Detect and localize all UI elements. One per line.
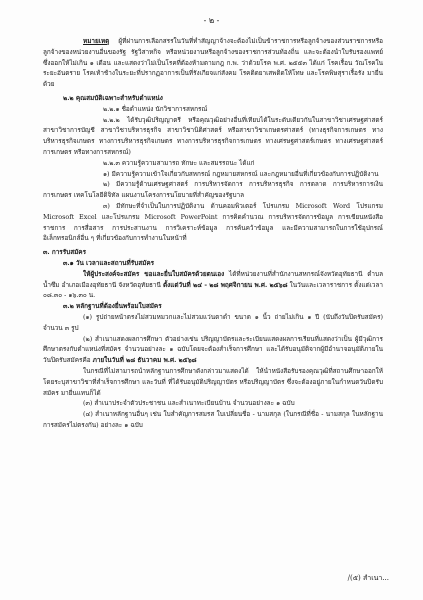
doc-item-2-note: ในกรณีที่ไม่สามารถนำหลักฐานการศึกษาดังกล่าวมาแสดงได้ ให้นำหนังสือรับรองคุณวุฒิที่สถานศึกษาออกให้ โดยระบุสาขาวิชาที่สำเร็จการศึกษา และวันที่ ที่ได้รับอนุมัติปริญญาบัตร หรือปริญญาบัตร ซึ่งจะต้องอยู่ภายในกำหนดวันปิดรับสมัคร มายื่นแทนก็ได้ [43, 366, 383, 397]
note-label: หมายเหตุ [83, 37, 110, 45]
section-3-1-heading: ๓.๑ วัน เวลาและสถานที่รับสมัคร [63, 258, 155, 267]
section-3-2-heading: ๓.๒ หลักฐานที่ต้องยื่นพร้อมใบสมัคร [63, 302, 162, 311]
apply-period-text: ตั้งแต่วันที่ ๒๔ - ๒๘ พฤศจิกายน พ.ศ. ๒๕๖๘ [162, 280, 288, 289]
item-2-2-3-2: ๒) มีความรู้ด้านเศรษฐศาสตร์ การบริหารจัดการ การบริหารธุรกิจ การตลาด การบริหารการเงิน การเกษตร เทคโนโลยีดิจิทัล แผนงานโครงการนโยบายที่สำคัญของรัฐบาล [43, 180, 383, 200]
doc-item-4: (๔) สำเนาหลักฐานอื่นๆ เช่น ใบสำคัญการสมรส ใบเปลี่ยนชื่อ - นามสกุล (ในกรณีที่ชื่อ - นามสกุล ในหลักฐานการสมัครไม่ตรงกัน) อย่างละ ๑ ฉบับ [43, 410, 383, 429]
apply-location-text: ได้ที่หน่วยงานที่สำนักงานสหกรณ์จังหวัดอุทัยธานี ตำบลน้ำซึม อำเภอเมืองอุทัยธานี จังหวัดอุทัยธานี [43, 269, 383, 289]
continued-marker: /(๕) สำเนา... [347, 574, 389, 582]
section-3-heading: ๓. การรับสมัคร [43, 248, 87, 257]
item-2-2-3-1: ๑) มีความรู้ความเข้าใจเกี่ยวกับสหกรณ์ กฎหมายสหกรณ์ และกฎหมายอื่นที่เกี่ยวข้องกับการปฏิบัติงาน [103, 169, 379, 178]
item-2-2-3: ๒.๒.๓ ความรู้ความสามารถ ทักษะ และสมรรถนะ ได้แก่ [103, 158, 255, 167]
section-3-1-text [43, 269, 383, 301]
item-2-2-2: ๒.๒.๒ ได้รับวุฒิปริญญาตรี หรือคุณวุฒิอย่างอื่นที่เทียบได้ในระดับเดียวกันในสาขาวิชาเศรษฐศาสตร์ สาขาวิชาการบัญชี สาขาวิชาบริหารธุรกิจ สาขาวิชานิติศาสตร์ หรือสาขาวิชาเกษตรศาสตร์ (ทางธุรกิจการเกษตร ทางบริหารธุรกิจเกษตร ทางการบริหารธุรกิจเกษตร ทางการบริหารธุรกิจการเกษตร ทางเศรษฐศาสตร์เกษตร ทางเศรษฐศาสตร์การเกษตร หรือทางการสหกรณ์) [43, 115, 383, 156]
apply-in-person-text: ให้ผู้ประสงค์จะสมัคร ขอและยื่นใบสมัครด้วยตนเอง [83, 269, 225, 278]
note-paragraph [43, 36, 383, 90]
apply-hours-text: ในวันและเวลาราชการ ตั้งแต่เวลา ๐๘.๓๐ - ๑๖.๓๐ น. [43, 280, 383, 300]
doc-item-2-deadline: ภายในวันที่ ๒๘ ธันวาคม พ.ศ. ๒๕๖๘ [92, 356, 197, 365]
doc-item-1: (๑) รูปถ่ายหน้าตรงไม่สวมหมวกและไม่สวมแว่นตาดำ ขนาด ๑ นิ้ว ถ่ายไม่เกิน ๑ ปี (นับถึงวันปิดรับสมัคร) จำนวน ๓ รูป [43, 312, 383, 332]
doc-item-2 [43, 334, 383, 366]
item-2-2-1: ๒.๒.๑ ชื่อตำแหน่ง นักวิชาการสหกรณ์ [103, 104, 208, 113]
page-number: - ๒ - [203, 16, 220, 25]
item-2-2-3-3: ๓) มีทักษะที่จำเป็นในการปฏิบัติงาน ด้านคอมพิวเตอร์ โปรแกรม Microsoft Word โปรแกรม Microsoft Excel และโปรแกรม Microsoft PowerPoint การคิดคำนวณ การบริหารจัดการข้อมูล การเขียนหนังสือราชการ การสื่อสาร การประสานงาน การวิเคราะห์ข้อมูล การค้นคว้าข้อมูล และมีความสามารถในการใช้อุปกรณ์อิเล็กทรอนิกส์อื่น ๆ ที่เกี่ยวข้องกับการทำงานในหน้าที่ [43, 201, 383, 243]
doc-item-2-text: (๒) สำเนาแสดงผลการศึกษา ตัวอย่างเช่น ปริญญาบัตรและระเบียนแสดงผลการเรียนที่แสดงว่าเป็น ผู้มีวุฒิการศึกษาตรงกับตำแหน่งที่สมัคร จำนวนอย่างละ ๑ ฉบับโดยจะต้องสำเร็จการศึกษา และได้รับอนุมัติจากผู้มีอำนาจอนุมัติภายในวันปิดรับสมัครคือ [43, 334, 383, 365]
doc-item-3: (๓) สำเนาประจำตัวประชาชน และสำเนาทะเบียนบ้าน จำนวนอย่างละ ๑ ฉบับ [83, 399, 295, 408]
document-body [43, 36, 383, 431]
note-text: ผู้ที่ผ่านการเลือกสรรในวันที่ทำสัญญาจ้างจะต้องไม่เป็นข้าราชการหรือลูกจ้างของส่วนราชการหรือลูกจ้างของหน่วยงานอื่นของรัฐ รัฐวิสาหกิจ หรือหน่วยงานหรือลูกจ้างของราชการส่วนท้องถิ่น และจะต้องนำใบรับรองแพทย์ ซึ่งออกให้ไม่เกิน ๑ เดือน และแสดงว่าไม่เป็นโรคที่ต้องห้ามตามกฎ ก.พ. ว่าด้วยโรค พ.ศ. ๒๕๕๓ ได้แก่ โรคเรื้อน วัณโรคในระยะอันตราย โรคเท้าช้างในระยะที่ปรากฏอาการเป็นที่รังเกียจแก่สังคม โรคติดยาเสพติดให้โทษ และโรคพิษสุราเรื้อรัง มายื่นด้วย [43, 37, 383, 89]
section-2-2-heading: ๒.๒ คุณสมบัติเฉพาะสำหรับตำแหน่ง [63, 93, 163, 102]
